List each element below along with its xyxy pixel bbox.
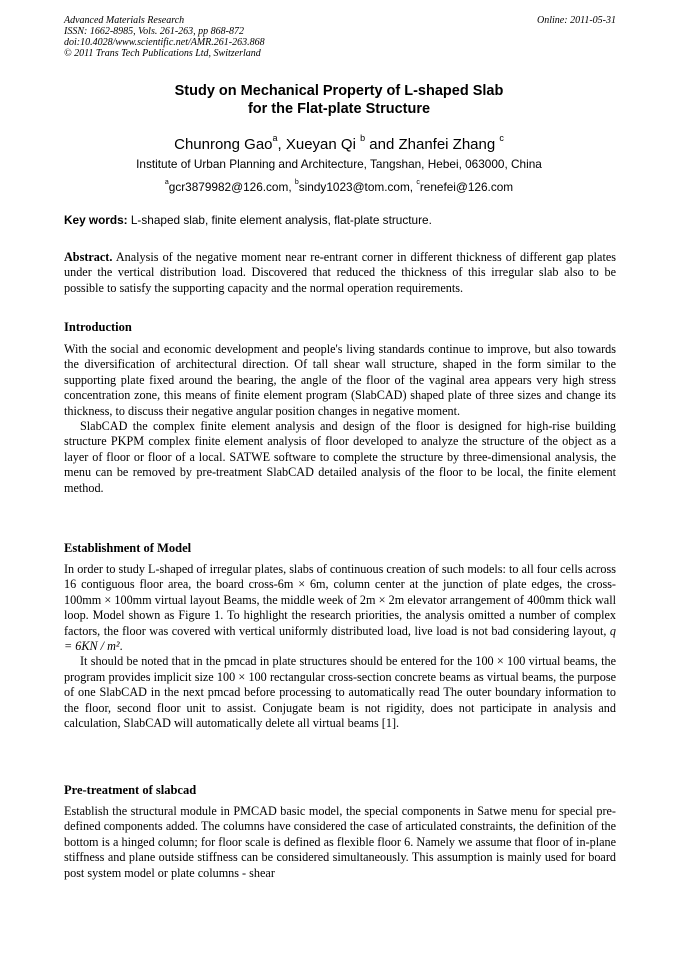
- author-2: , Xueyan Qi: [277, 136, 356, 153]
- author-1-sup: a: [272, 133, 278, 143]
- email-c: renefei@126.com: [419, 179, 514, 194]
- author-3-sup: c: [499, 133, 504, 143]
- heading-pretreatment: Pre-treatment of slabcad: [64, 783, 197, 797]
- model-paragraph-1-end: .: [119, 639, 123, 654]
- email-list: [0, 178, 678, 194]
- email-a: gcr3879982@126.com,: [168, 179, 295, 194]
- doi-line: doi:10.4028/www.scientific.net/AMR.261-263.868: [64, 37, 265, 48]
- author-1: Chunrong Gao: [174, 136, 273, 153]
- intro-paragraph-2: SlabCAD the complex finite element analysis and design of the floor is designed for high-rise building structure PKPM complex finite element analysis of floor developed to analyze the structure of the object as a layer of floor or floor of a local. SATWE software to complete the structure by three-dimensional analysis, the menu can be removed by pre-treatment SlabCAD detailed analysis of the floor to be local, the finite element method.: [64, 419, 616, 495]
- model-paragraph-2: It should be noted that in the pmcad in plate structures should be entered for the 100 × 100 virtual beams, the program provides implicit size 100 × 100 rectangular cross-section concrete beams as virtual beams, the purpose of one SlabCAD in the next pmcad before processing to automatically read The outer boundary information to the floor, second floor unit to assist. Conjugate beam is not rigidity, does not participate in analysis and calculation, SlabCAD will automatically delete all virtual beams [1].: [64, 654, 616, 731]
- journal-name: Advanced Materials Research: [64, 15, 185, 26]
- email-a-sup: a: [164, 179, 169, 186]
- affiliation: Institute of Urban Planning and Architecture, Tangshan, Hebei, 063000, China: [136, 157, 542, 171]
- online-date: Online: 2011-05-31: [537, 15, 616, 26]
- section-introduction: [64, 342, 616, 496]
- keywords: [64, 213, 616, 228]
- model-paragraph-1: [64, 562, 616, 654]
- abstract-label: Abstract.: [64, 250, 113, 264]
- intro-paragraph-1: With the social and economic development and people's living standards continue to improve, but also towards the diversification of architectural direction. Of tall shear wall structure, shaped in the form similar to the supporting plate fixed around the bearing, the angle of the floor of the vaginal area appears very high stress concentration zone, this means of finite element program (SlabCAD) shaped plate of three sizes and change its thickness, to discuss their negative angular position changes in negative moment.: [64, 342, 616, 418]
- publication-header: [64, 15, 616, 59]
- title-line-1: Study on Mechanical Property of L-shaped Slab: [174, 83, 504, 99]
- issn-line: ISSN: 1662-8985, Vols. 261-263, pp 868-872: [64, 26, 244, 37]
- paper-title: [0, 82, 678, 118]
- model-paragraph-1-text: In order to study L-shaped of irregular plates, slabs of continuous creation of such models: to all four cells across 16 contiguous floor area, the board cross-6m × 6m, column center at the junction of plate edges, the cross-100mm × 100mm virtual layout Beams, the middle week of 2m × 2m elevator arrangement of 400mm thick wall loop. Model shown as Figure 1. To highlight the research priorities, the analysis omitted a number of complex factors, the floor was covered with vertical uniformly distributed load, live load is not bad considering layout,: [64, 562, 616, 638]
- title-line-2: for the Flat-plate Structure: [247, 101, 431, 117]
- keywords-text: L-shaped slab, finite element analysis, flat-plate structure.: [127, 213, 432, 227]
- author-2-sup: b: [360, 133, 366, 143]
- heading-introduction: Introduction: [64, 320, 132, 334]
- load-formula: q = 6KN / m²: [64, 623, 616, 654]
- section-model: [64, 562, 616, 731]
- email-b: sindy1023@tom.com,: [298, 179, 417, 194]
- section-pretreatment: [64, 804, 616, 881]
- pretreatment-paragraph-1: Establish the structural module in PMCAD basic model, the special components in Satwe menu for special pre-defined components added. The columns have considered the case of articulated constraints, the definition of the bottom is a hinged column; for floor scale is defined as flexible floor 6. Namely we assume that floor of in-plane stiffness and plane outside stiffness can be considered simultaneously. This assumption is mainly used for board post system model or plate columns - shear: [64, 804, 616, 880]
- email-b-sup: b: [294, 179, 299, 186]
- abstract-text: Analysis of the negative moment near re-entrant corner in different thickness of different gap plates under the vertical distribution load. Discovered that reduced the thickness of this irregular slab also to be possible to satisfy the supporting capacity and the normal operation requirements.: [64, 250, 616, 295]
- author-3: and Zhanfei Zhang: [365, 136, 496, 153]
- copyright-line: © 2011 Trans Tech Publications Ltd, Switzerland: [64, 48, 261, 59]
- abstract: [64, 250, 616, 296]
- author-list: [0, 131, 678, 154]
- keywords-label: Key words:: [64, 213, 128, 227]
- email-c-sup: c: [416, 179, 420, 186]
- heading-model: Establishment of Model: [64, 541, 192, 555]
